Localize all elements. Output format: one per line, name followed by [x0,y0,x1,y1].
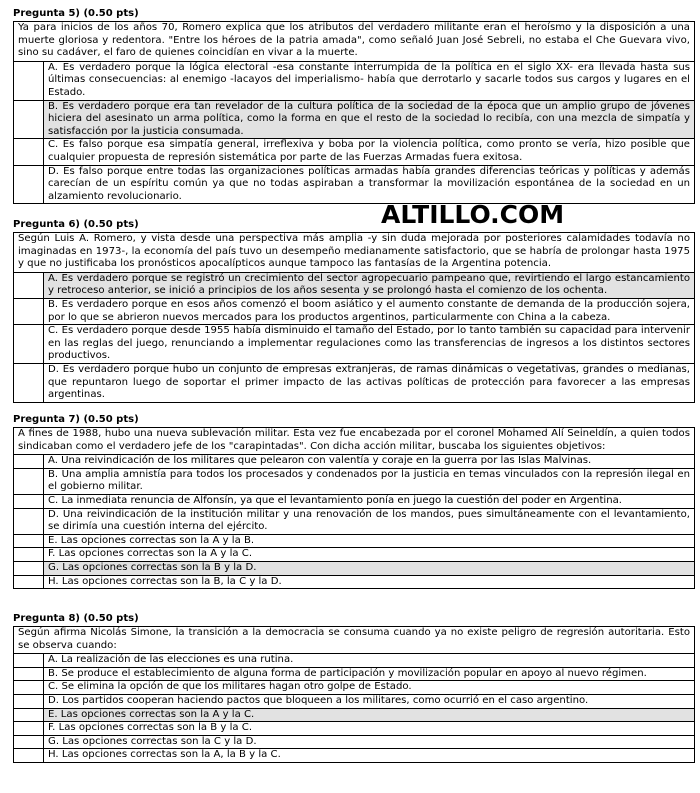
option-text: C. Se elimina la opción de que los militares hagan otro golpe de Estado. [48,681,412,693]
question-box [13,427,695,589]
answer-option-g[interactable] [14,561,694,575]
question-title: Pregunta 5) (0.50 pts) [13,8,139,19]
option-text-highlighted: E. Las opciones correctas son la A y la C. [44,709,694,722]
option-gutter [14,469,44,494]
option-gutter [14,709,44,722]
option-text: H. Las opciones correctas son la A, la B y la C. [48,749,281,761]
option-gutter [14,62,44,100]
question-7 [13,414,695,589]
answer-option-f[interactable] [14,721,694,735]
option-gutter [14,722,44,735]
answer-option-e[interactable] [14,534,694,548]
option-text: F. Las opciones correctas son la A y la C. [48,548,253,560]
answer-option-g[interactable] [14,735,694,749]
option-text: A. Es verdadero porque la lógica electoral -esa constante interrumpida de la política en el siglo XX- era llevada hasta sus últimas consecuencias: al enemigo -lacayos del imperialismo- había que derrotarlo y sacarle todos sus cargos y lugares en el Estado. [48,61,690,98]
option-text: E. Las opciones correctas son la A y la B. [48,534,255,546]
question-box [13,21,695,204]
option-gutter [14,299,44,324]
answer-option-a[interactable] [14,61,694,100]
option-text-highlighted: A. Es verdadero porque se registró un crecimiento del sector agropecuario pampeano que, revirtiendo el largo estancamiento y retroceso anterior, se inició a principios de los años sesenta y se prolongó hasta el comienzo de los ochenta. [44,273,694,298]
answer-option-c[interactable] [14,138,694,164]
option-text: D. Es verdadero porque hubo un conjunto de empresas extranjeras, de ramas dinámicas o vegetativas, grandes o medianas, que repuntaron luego de soportar el primer impacto de las activas políticas de protección para favorecer a las empresas argentinas. [48,363,690,401]
answer-option-a[interactable] [14,454,694,468]
watermark: ALTILLO.COM [381,200,565,229]
question-stem: A fines de 1988, hubo una nueva sublevación militar. Esta vez fue encabezada por el coronel Mohamed Alí Seineldín, a quien todos sindicaban como el verdadero jefe de los "carapintadas". Con dicha acción militar, buscaba los siguientes objetivos: [18,428,690,452]
option-text-highlighted: G. Las opciones correctas son la B y la D. [44,562,694,575]
option-gutter [14,495,44,508]
option-gutter [14,654,44,667]
answer-option-e[interactable] [14,708,694,722]
question-box [13,232,695,403]
option-text: D. Los partidos cooperan haciendo pactos que bloqueen a los militares, como ocurrió en el caso argentino. [48,694,589,706]
option-gutter [14,668,44,681]
option-text: C. Es falso porque esa simpatía general, irreflexiva y boba por la violencia política, como pronto se vería, hizo posible que cualquier propuesta de represión sistemática por parte de las Fuerzas Armadas fuera exitosa. [48,139,690,163]
option-gutter [14,736,44,749]
option-gutter [14,101,44,139]
option-gutter [14,325,44,363]
option-text-highlighted: B. Es verdadero porque era tan revelador de la cultura política de la sociedad de la época que un amplio grupo de jóvenes hiciera del asesinato un arma política, como la forma en que el resto de la sociedad lo recibía, con una mezcla de simpatía y satisfacción por la justicia consumada. [44,101,694,139]
answer-option-d[interactable] [14,694,694,708]
option-text: D. Es falso porque entre todas las organizaciones políticas armadas había grandes diferencias teóricas y políticas y además carecían de un espíritu común ya que no todas aspiraban a transformar la movilización espontánea de la sociedad en un alzamiento revolucionario. [48,165,690,202]
option-gutter [14,455,44,468]
option-gutter [14,562,44,575]
answer-option-b[interactable] [14,100,694,139]
answer-option-d[interactable] [14,508,694,534]
option-text: G. Las opciones correctas son la C y la D. [48,735,257,747]
answer-option-d[interactable] [14,363,694,402]
option-gutter [14,576,44,589]
option-text: A. La realización de las elecciones es una rutina. [48,654,294,666]
option-text: B. Se produce el establecimiento de alguna forma de participación y movilización popular en apoyo al nuevo régimen. [48,667,647,679]
question-6 [13,219,695,403]
option-text: C. La inmediata renuncia de Alfonsín, ya que el levantamiento ponía en juego la cuestión del poder en Argentina. [48,494,623,506]
answer-option-b[interactable] [14,298,694,324]
option-gutter [14,535,44,548]
option-gutter [14,364,44,402]
question-box [13,626,695,763]
option-text: B. Una amplia amnistía para todos los procesados y condenados por la justicia en temas vinculados con la represión ilegal en el gobierno militar. [48,468,690,493]
option-text: C. Es verdadero porque desde 1955 había disminuido el tamaño del Estado, por lo tanto también su capacidad para intervenir en las reglas del juego, renunciando a implementar regulaciones como las transferencias de ingresos a los distintos sectores productivos. [48,325,690,362]
option-gutter [14,749,44,762]
answer-option-c[interactable] [14,324,694,363]
answer-option-b[interactable] [14,667,694,681]
option-gutter [14,681,44,694]
option-text: A. Una reivindicación de los militares que pelearon con valentía y coraje en la guerra por las Islas Malvinas. [48,455,592,467]
answer-option-f[interactable] [14,547,694,561]
question-title: Pregunta 7) (0.50 pts) [13,414,139,425]
answer-option-h[interactable] [14,748,694,762]
option-text: H. Las opciones correctas son la B, la C y la D. [48,575,282,587]
option-gutter [14,273,44,298]
question-stem: Según afirma Nicolás Simone, la transición a la democracia se consuma cuando ya no existe peligro de regresión autoritaria. Esto se observa cuando: [18,627,690,651]
answer-option-h[interactable] [14,575,694,589]
question-stem: Ya para inicios de los años 70, Romero explica que los atributos del verdadero militante eran el heroísmo y la disposición a una muerte gloriosa y redentora. "Entre los héroes de la patria amada", como señaló Juan José Sebreli, no estaba el Che Guevara vivo, sino su cadáver, el faro de quienes coincidían en vivar a la muerte. [18,22,690,59]
question-title: Pregunta 8) (0.50 pts) [13,613,139,624]
option-text: D. Una reivindicación de la institución militar y una renovación de los mandos, pues simultáneamente con el levantamiento, se dirimía una cuestión interna del ejército. [48,508,690,533]
option-gutter [14,166,44,204]
question-stem: Según Luis A. Romero, y vista desde una perspectiva más amplia -y sin duda mejorada por posteriores calamidades todavía no imaginadas en 1973-, la economía del país tuvo un desempeño medianamente satisfactorio, que se habría de prolongar hasta 1975 y que no justificaba los pronósticos apocalípticos aunque tampoco las fantasías de la Argentina potencia. [18,233,690,270]
question-title: Pregunta 6) (0.50 pts) [13,219,139,230]
option-gutter [14,695,44,708]
answer-option-c[interactable] [14,494,694,508]
option-gutter [14,139,44,164]
option-gutter [14,509,44,534]
answer-option-a[interactable] [14,653,694,667]
question-8 [13,613,695,763]
answer-option-d[interactable] [14,165,694,204]
answer-option-b[interactable] [14,468,694,494]
option-text: F. Las opciones correctas son la B y la C. [48,722,253,734]
answer-option-a[interactable] [14,272,694,298]
option-gutter [14,548,44,561]
option-text: B. Es verdadero porque en esos años comenzó el boom asiático y el aumento constante de demanda de la producción sojera, por lo que se abrieron nuevos mercados para los productos argentinos, particularmente con China a la cabeza. [48,298,690,323]
question-5 [13,8,695,204]
answer-option-c[interactable] [14,680,694,694]
